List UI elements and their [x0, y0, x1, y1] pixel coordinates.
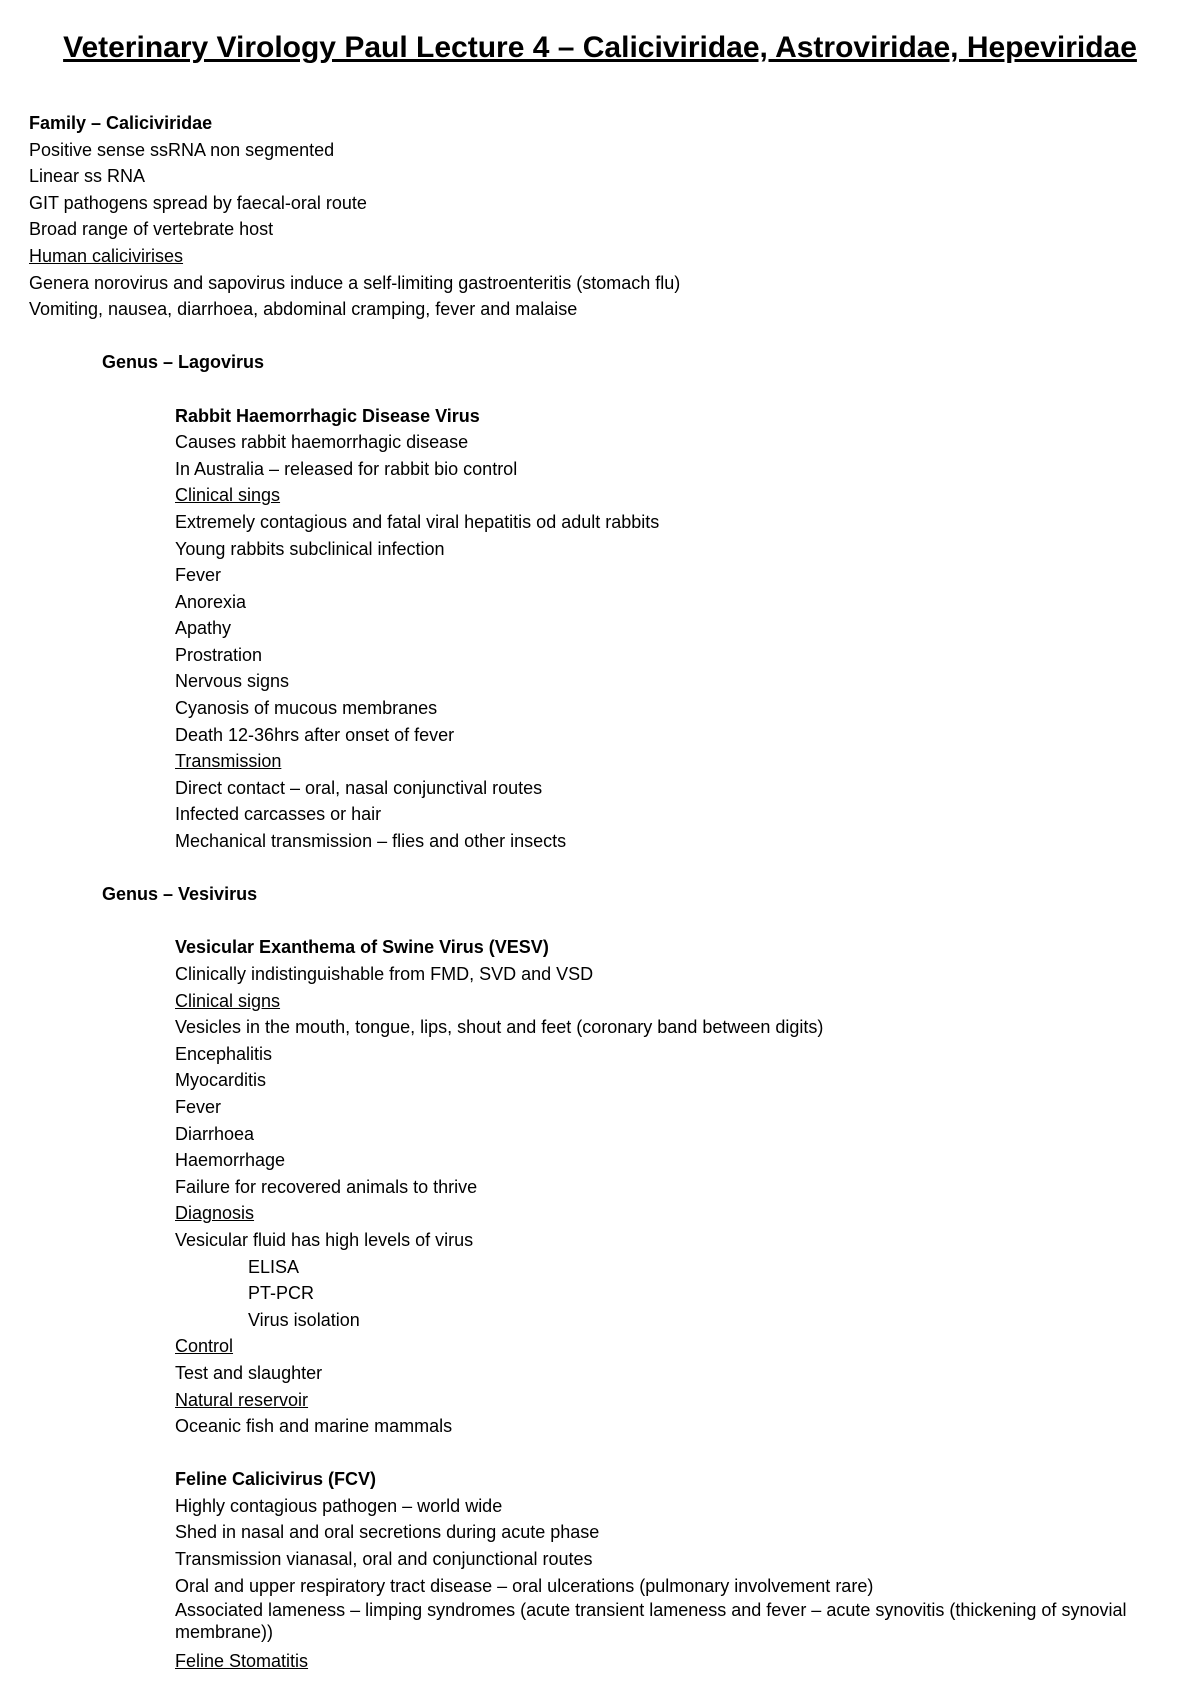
- document-title: Veterinary Virology Paul Lecture 4 – Caliciviridae, Astroviridae, Hepeviridae: [63, 31, 1137, 64]
- rhdv-clinical-sign: Nervous signs: [175, 671, 290, 692]
- vesv-reservoir: Oceanic fish and marine mammals: [175, 1416, 453, 1437]
- vesv-diagnosis-method: ELISA: [248, 1256, 300, 1277]
- rhdv-clinical-sign: Cyanosis of mucous membranes: [175, 698, 438, 719]
- spacer: [29, 855, 1169, 882]
- vesv-clinical-sign: Encephalitis: [175, 1043, 273, 1064]
- fcv-heading: Feline Calicivirus (FCV): [175, 1469, 377, 1490]
- vesv-diagnosis-method: Virus isolation: [248, 1309, 360, 1330]
- human-point: Vomiting, nausea, diarrhoea, abdominal cramping, fever and malaise: [29, 299, 578, 320]
- lagovirus-heading: Genus – Lagovirus: [102, 352, 265, 373]
- rhdv-clinical-sign: Young rabbits subclinical infection: [175, 538, 445, 559]
- vesv-clinical-sign: Myocarditis: [175, 1070, 267, 1091]
- rhdv-clinical-sign: Prostration: [175, 644, 263, 665]
- fcv-lameness: Associated lameness – limping syndromes (acute transient lameness and fever – acute synovitis (thickening of synovial membrane)): [175, 1600, 1127, 1643]
- rhdv-clinical-sign: Fever: [175, 565, 222, 586]
- rhdv-clinical-sign: Apathy: [175, 618, 232, 639]
- rhdv-clinical-heading: Clinical sings: [175, 485, 281, 506]
- document-body: [29, 110, 1169, 1674]
- vesv-reservoir-heading: Natural reservoir: [175, 1389, 309, 1410]
- vesv-clinical-sign: Failure for recovered animals to thrive: [175, 1176, 478, 1197]
- fcv-stomatitis-heading: Feline Stomatitis: [175, 1650, 309, 1671]
- vesivirus-heading: Genus – Vesivirus: [102, 884, 258, 905]
- rhdv-heading: Rabbit Haemorrhagic Disease Virus: [175, 405, 480, 426]
- vesv-clinical-sign: Diarrhoea: [175, 1123, 255, 1144]
- vesv-diagnosis-heading: Diagnosis: [175, 1203, 255, 1224]
- fcv-point: Transmission vianasal, oral and conjunctional routes: [175, 1549, 593, 1570]
- vesv-clinical-heading: Clinical signs: [175, 990, 281, 1011]
- family-point: Linear ss RNA: [29, 166, 146, 187]
- spacer: [29, 908, 1169, 935]
- vesv-diagnosis-intro: Vesicular fluid has high levels of virus: [175, 1229, 474, 1250]
- spacer: [29, 1440, 1169, 1467]
- human-point: Genera norovirus and sapovirus induce a self-limiting gastroenteritis (stomach flu): [29, 272, 681, 293]
- fcv-point: Shed in nasal and oral secretions during acute phase: [175, 1522, 600, 1543]
- vesv-clinical-sign: Vesicles in the mouth, tongue, lips, shout and feet (coronary band between digits): [175, 1017, 824, 1038]
- fcv-point: Highly contagious pathogen – world wide: [175, 1495, 503, 1516]
- rhdv-intro: Causes rabbit haemorrhagic disease: [175, 432, 469, 453]
- rhdv-transmission-heading: Transmission: [175, 751, 282, 772]
- rhdv-clinical-sign: Extremely contagious and fatal viral hepatitis od adult rabbits: [175, 511, 660, 532]
- human-calicivirus-heading: Human calicivirises: [29, 245, 184, 266]
- spacer: [29, 323, 1169, 350]
- fcv-point: Oral and upper respiratory tract disease – oral ulcerations (pulmonary involvement rare): [175, 1575, 874, 1596]
- rhdv-clinical-sign: Death 12-36hrs after onset of fever: [175, 724, 455, 745]
- family-point: Broad range of vertebrate host: [29, 219, 274, 240]
- family-point: Positive sense ssRNA non segmented: [29, 139, 335, 160]
- rhdv-intro: In Australia – released for rabbit bio control: [175, 458, 518, 479]
- rhdv-clinical-sign: Anorexia: [175, 591, 247, 612]
- vesv-clinical-sign: Fever: [175, 1096, 222, 1117]
- vesv-intro: Clinically indistinguishable from FMD, SVD and VSD: [175, 964, 594, 984]
- vesv-heading: Vesicular Exanthema of Swine Virus (VESV): [175, 937, 549, 958]
- rhdv-transmission-route: Infected carcasses or hair: [175, 804, 382, 825]
- spacer: [29, 376, 1169, 403]
- rhdv-transmission-route: Mechanical transmission – flies and other insects: [175, 831, 567, 852]
- vesv-control-heading: Control: [175, 1336, 234, 1357]
- vesv-control: Test and slaughter: [175, 1362, 323, 1383]
- vesv-clinical-sign: Haemorrhage: [175, 1150, 286, 1171]
- vesv-diagnosis-method: PT-PCR: [248, 1283, 315, 1304]
- rhdv-transmission-route: Direct contact – oral, nasal conjunctival routes: [175, 777, 543, 798]
- family-point: GIT pathogens spread by faecal-oral route: [29, 192, 367, 213]
- family-heading: Family – Caliciviridae: [29, 113, 213, 133]
